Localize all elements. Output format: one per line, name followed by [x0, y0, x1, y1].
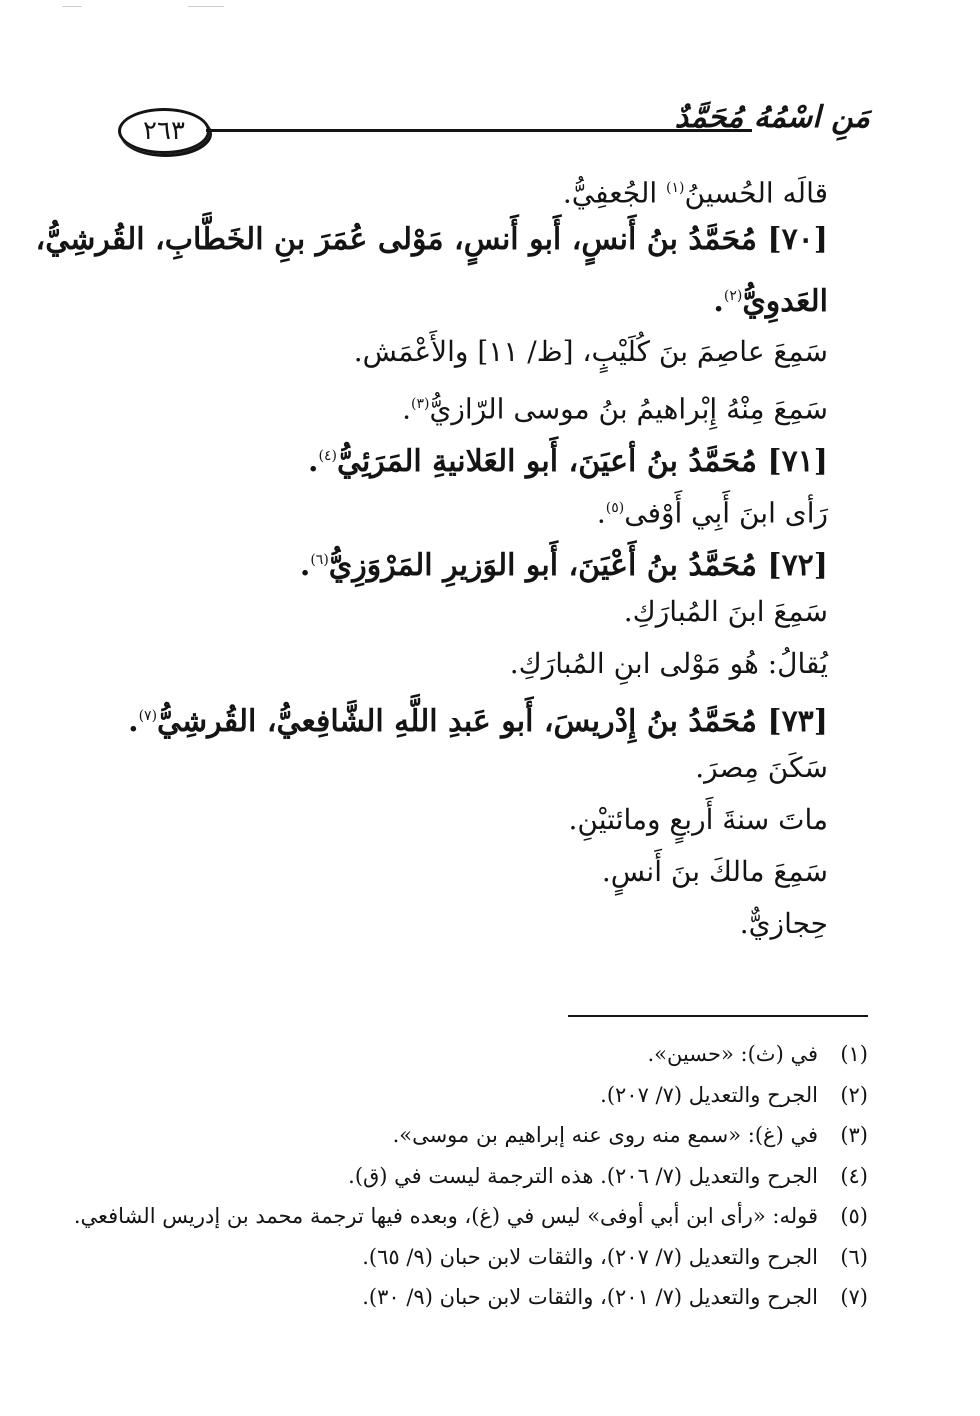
text-line: سَمِعَ ابنَ المُبارَكِ.: [623, 595, 828, 628]
footnotes: [73, 1034, 868, 1318]
footnote-separator: [568, 1015, 868, 1017]
footnote-number: (٣): [840, 1123, 868, 1147]
text-line: سَمِعَ مالكَ بنَ أَنسٍ.: [601, 855, 828, 888]
running-header: [118, 100, 870, 160]
footnote: [108, 1034, 868, 1075]
entry-heading: [٧١] مُحَمَّدُ بنُ أعيَنَ، أَبو العَلانيةِ المَرَئِيُّ$^{(٤)}$.: [308, 444, 828, 479]
footnote-ref: (٧): [138, 708, 158, 724]
footnote-text: قوله: «رأى ابن أبي أوفى» ليس في (غ)، وبعده فيها ترجمة محمد بن إدريس الشافعي.: [73, 1204, 818, 1228]
scan-mark: [62, 6, 82, 7]
footnote: [108, 1075, 868, 1116]
footnote-ref: (٥): [605, 500, 625, 516]
text-line: حِجازيٌّ.: [739, 907, 828, 940]
entry-heading: [٧٢] مُحَمَّدُ بنُ أَعْيَنَ، أَبو الوَزيرِ المَرْوَزِيُّ$^{(٦)}$.: [299, 548, 828, 583]
text-line: سَمِعَ عاصِمَ بنَ كُلَيْبٍ، [ظ/ ١١] والأَعْمَش.: [353, 335, 828, 368]
entry-heading-continued: العَدوِيُّ$^{(٢)}$.: [713, 284, 828, 319]
footnote-number: (٧): [840, 1285, 868, 1309]
footnote: [108, 1277, 868, 1318]
footnote-number: (٦): [840, 1244, 868, 1269]
text-line: رَأى ابنَ أَبِي أَوْفى$^{(٥)}$.: [596, 496, 828, 530]
footnote-ref: (٤): [318, 448, 337, 464]
main-text: [35, 162, 828, 950]
footnote-number: (٥): [840, 1204, 868, 1228]
footnote-text: الجرح والتعديل (٧/ ٢٠٧).: [600, 1082, 818, 1107]
footnote-text: في (غ): «سمع منه روى عنه إبراهيم بن موسى».: [392, 1123, 818, 1147]
footnote-text: الجرح والتعديل (٧/ ٢٠٦). هذه الترجمة ليست في (ق).: [348, 1163, 818, 1188]
scan-mark: [188, 6, 224, 7]
text-line: يُقالُ: هُو مَوْلى ابنِ المُبارَكِ.: [509, 647, 828, 680]
footnote-number: (١): [840, 1042, 868, 1066]
footnote: [108, 1115, 868, 1156]
entry-heading: [٧٠] مُحَمَّدُ بنُ أَنسٍ، أَبو أَنسٍ، مَوْلى عُمَرَ بنِ الخَطَّابِ، القُرشِيُّ،: [35, 222, 828, 257]
footnote-text: في (ث): «حسين».: [647, 1042, 818, 1066]
footnote-number: (٢): [840, 1082, 868, 1107]
text-line: سَكَنَ مِصرَ.: [695, 751, 828, 784]
footnote-ref: (٢): [723, 288, 743, 304]
footnote-text: الجرح والتعديل (٧/ ٢٠٧)، والثقات لابن حبان (٩/ ٦٥).: [362, 1244, 818, 1269]
text-line: ماتَ سنةَ أَربعٍ ومائتيْنِ.: [568, 803, 828, 836]
chapter-title: مَنِ اسْمُهُ مُحَمَّدٌ: [674, 100, 870, 135]
entry-heading: [٧٣] مُحَمَّدُ بنُ إِدْريسَ، أَبو عَبدِ اللَّهِ الشَّافِعيُّ، القُرشِيُّ$^{(٧)}$.: [128, 704, 828, 739]
footnote-number: (٤): [840, 1163, 868, 1188]
footnote: [108, 1156, 868, 1197]
text-line: قالَه الحُسينُ$^{(١)}$ الجُعفِيُّ.: [562, 176, 828, 210]
page-number: ٢٦٣: [118, 108, 210, 154]
footnote: [108, 1237, 868, 1278]
footnote-text: الجرح والتعديل (٧/ ٢٠١)، والثقات لابن حبان (٩/ ٣٠).: [362, 1285, 818, 1309]
footnote: [73, 1196, 868, 1237]
footnote-ref: (٦): [310, 552, 329, 568]
text-line: سَمِعَ مِنْهُ إِبْراهيمُ بنُ موسى الرّازيُّ$^{(٣)}$.: [402, 392, 828, 426]
footnote-ref: (٣): [411, 396, 430, 412]
footnote-ref: (١): [666, 180, 685, 196]
header-rule: [206, 129, 752, 132]
